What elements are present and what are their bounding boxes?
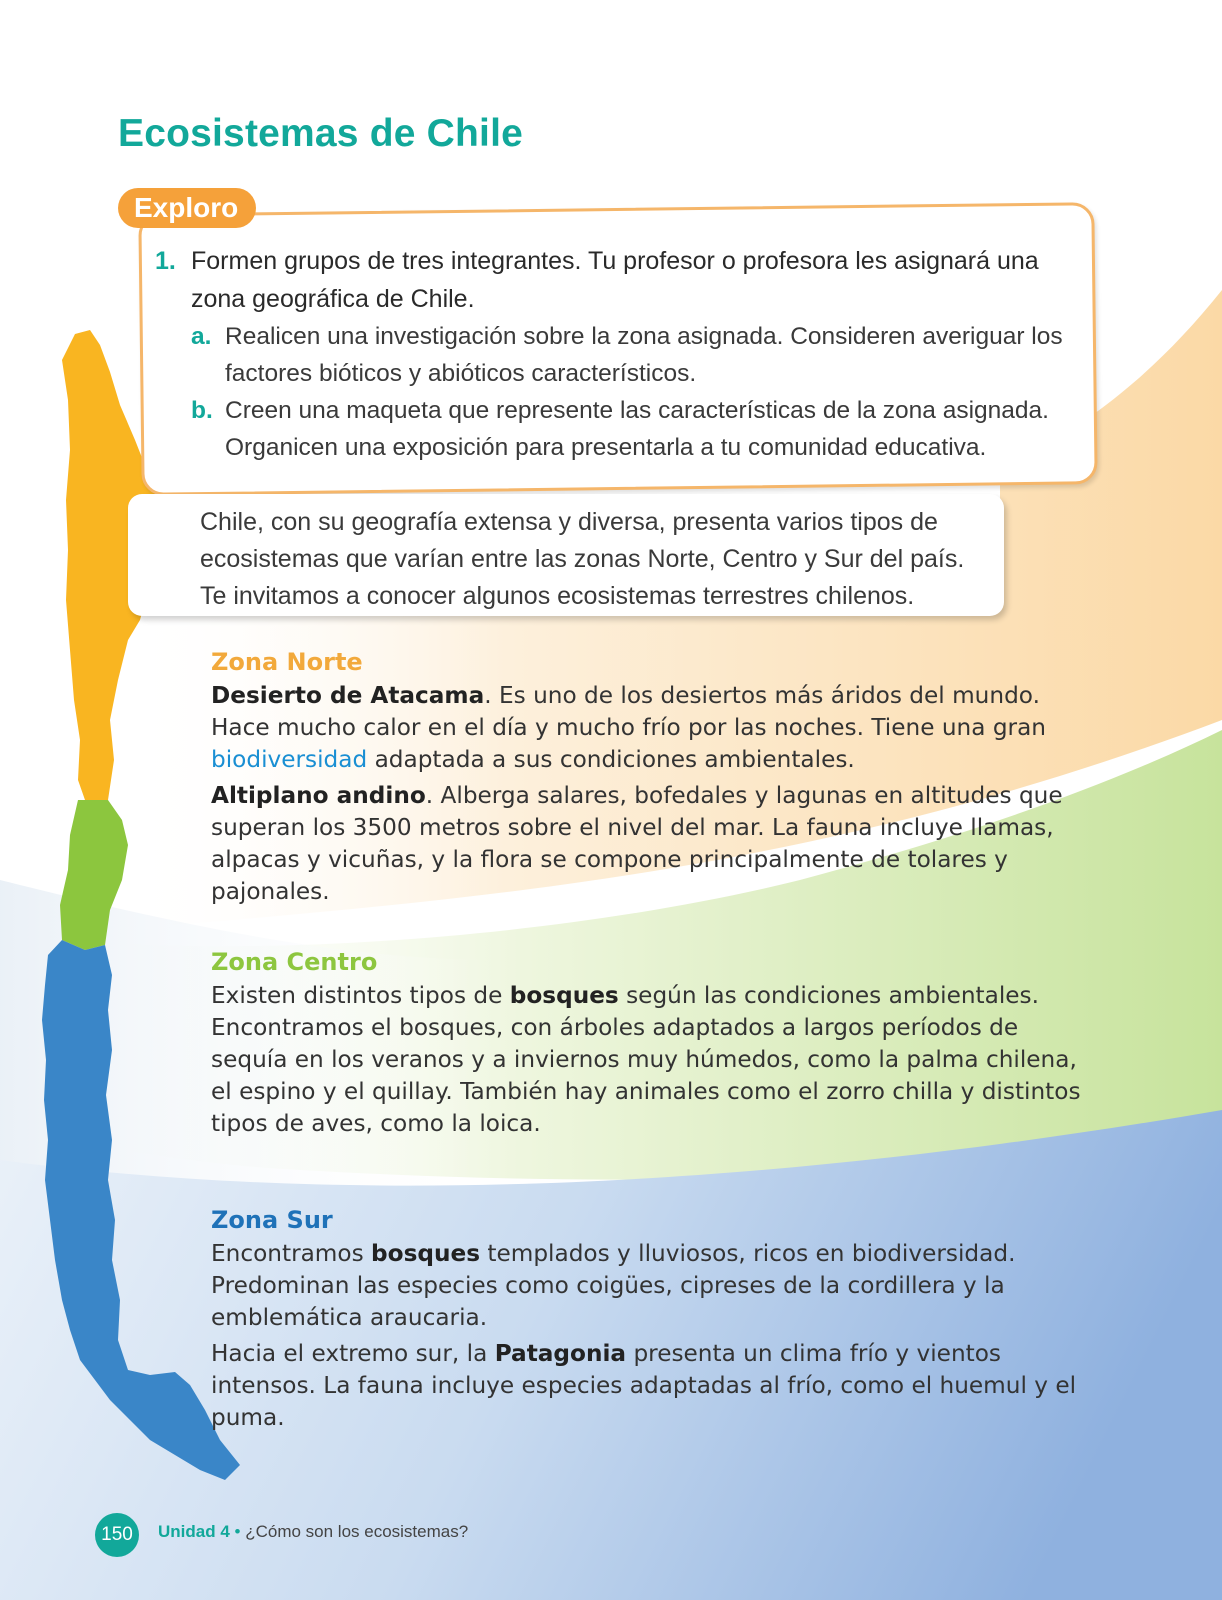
activity-item xyxy=(155,242,1075,318)
intro-text: Chile, con su geografía extensa y diversa, presenta varios tipos de ecosistemas que varían entre las zonas Norte, Centro y Sur del país. Te invitamos a conocer algunos ecosistemas terrestres chilenos. xyxy=(200,508,965,610)
unit-label: Unidad 4 xyxy=(158,1522,230,1541)
text-span: . Alberga salares, bofedales y lagunas en altitudes que superan los 3500 metros sobre el nivel del mar. La fauna incluye llamas, alpacas y vicuñas, y la flora se compone principalmente de tolares y pajonales. xyxy=(211,782,1063,905)
zona-sur-paragraph-1 xyxy=(211,1238,1081,1334)
patagonia-term: Patagonia xyxy=(494,1340,627,1367)
text-span: según las condiciones ambientales. Encontramos el bosques, con árboles adaptados a largos períodos de sequía en los veranos y a inviernos muy húmedos, como la palma chilena, el espino y el quillay. También hay animales como el zorro chilla y distintos tipos de aves, como la loica. xyxy=(211,982,1081,1137)
sub-item-text: Creen una maqueta que represente las características de la zona asignada. Organicen una exposición para presentarla a tu comunidad educativa. xyxy=(225,397,1049,461)
explore-content xyxy=(155,242,1075,466)
text-span: presenta un clima frío y vientos intensos. La fauna incluye especies adaptadas al frío, como el huemul y el puma. xyxy=(211,1340,1077,1431)
sub-item-text: Realicen una investigación sobre la zona asignada. Consideren averiguar los factores bióticos y abióticos característicos. xyxy=(225,323,1063,387)
text-span: . Es uno de los desiertos más áridos del mundo. Hace mucho calor en el día y mucho frío por las noches. Tiene una gran xyxy=(211,682,1046,741)
explore-tag: Exploro xyxy=(118,188,256,228)
zona-centro-title: Zona Centro xyxy=(211,948,378,976)
text-span: Hacia el extremo sur, la xyxy=(211,1340,495,1367)
altiplano-term: Altiplano andino xyxy=(211,782,426,809)
zona-centro-section xyxy=(211,948,1081,1144)
zona-sur-paragraph-2 xyxy=(211,1338,1081,1434)
zona-norte-title: Zona Norte xyxy=(211,648,363,676)
zona-centro-paragraph xyxy=(211,980,1081,1140)
biodiversidad-link[interactable]: biodiversidad xyxy=(211,746,368,773)
text-span: Existen distintos tipos de xyxy=(211,982,510,1009)
zona-norte-paragraph-2 xyxy=(211,780,1081,908)
bosques-term: bosques xyxy=(371,1240,481,1267)
page-number-badge: 150 xyxy=(95,1513,139,1557)
item-number: 1. xyxy=(155,247,176,275)
text-span: templados y lluviosos, ricos en biodiversidad. Predominan las especies como coigües, cipreses de la cordillera y la emblemática araucaria. xyxy=(211,1240,1016,1331)
zona-sur-section xyxy=(211,1206,1081,1438)
footer-breadcrumb xyxy=(158,1522,468,1542)
chapter-label: ¿Cómo son los ecosistemas? xyxy=(245,1522,469,1541)
item-text: Formen grupos de tres integrantes. Tu profesor o profesora les asignará una zona geográfica de Chile. xyxy=(191,247,1039,313)
page-title: Ecosistemas de Chile xyxy=(118,112,524,155)
text-span: adaptada a sus condiciones ambientales. xyxy=(367,746,855,773)
sub-item-b xyxy=(191,392,1075,466)
zona-sur-title: Zona Sur xyxy=(211,1206,333,1234)
zona-norte-section xyxy=(211,648,1081,912)
separator: • xyxy=(229,1522,246,1541)
sub-item-letter: a. xyxy=(191,323,212,350)
sub-item-letter: b. xyxy=(191,397,213,424)
text-span: Encontramos xyxy=(211,1240,372,1267)
desierto-term: Desierto de Atacama xyxy=(211,682,485,709)
sub-item-a xyxy=(191,318,1075,392)
bosques-term: bosques xyxy=(509,982,619,1009)
zona-norte-paragraph-1 xyxy=(211,680,1081,776)
